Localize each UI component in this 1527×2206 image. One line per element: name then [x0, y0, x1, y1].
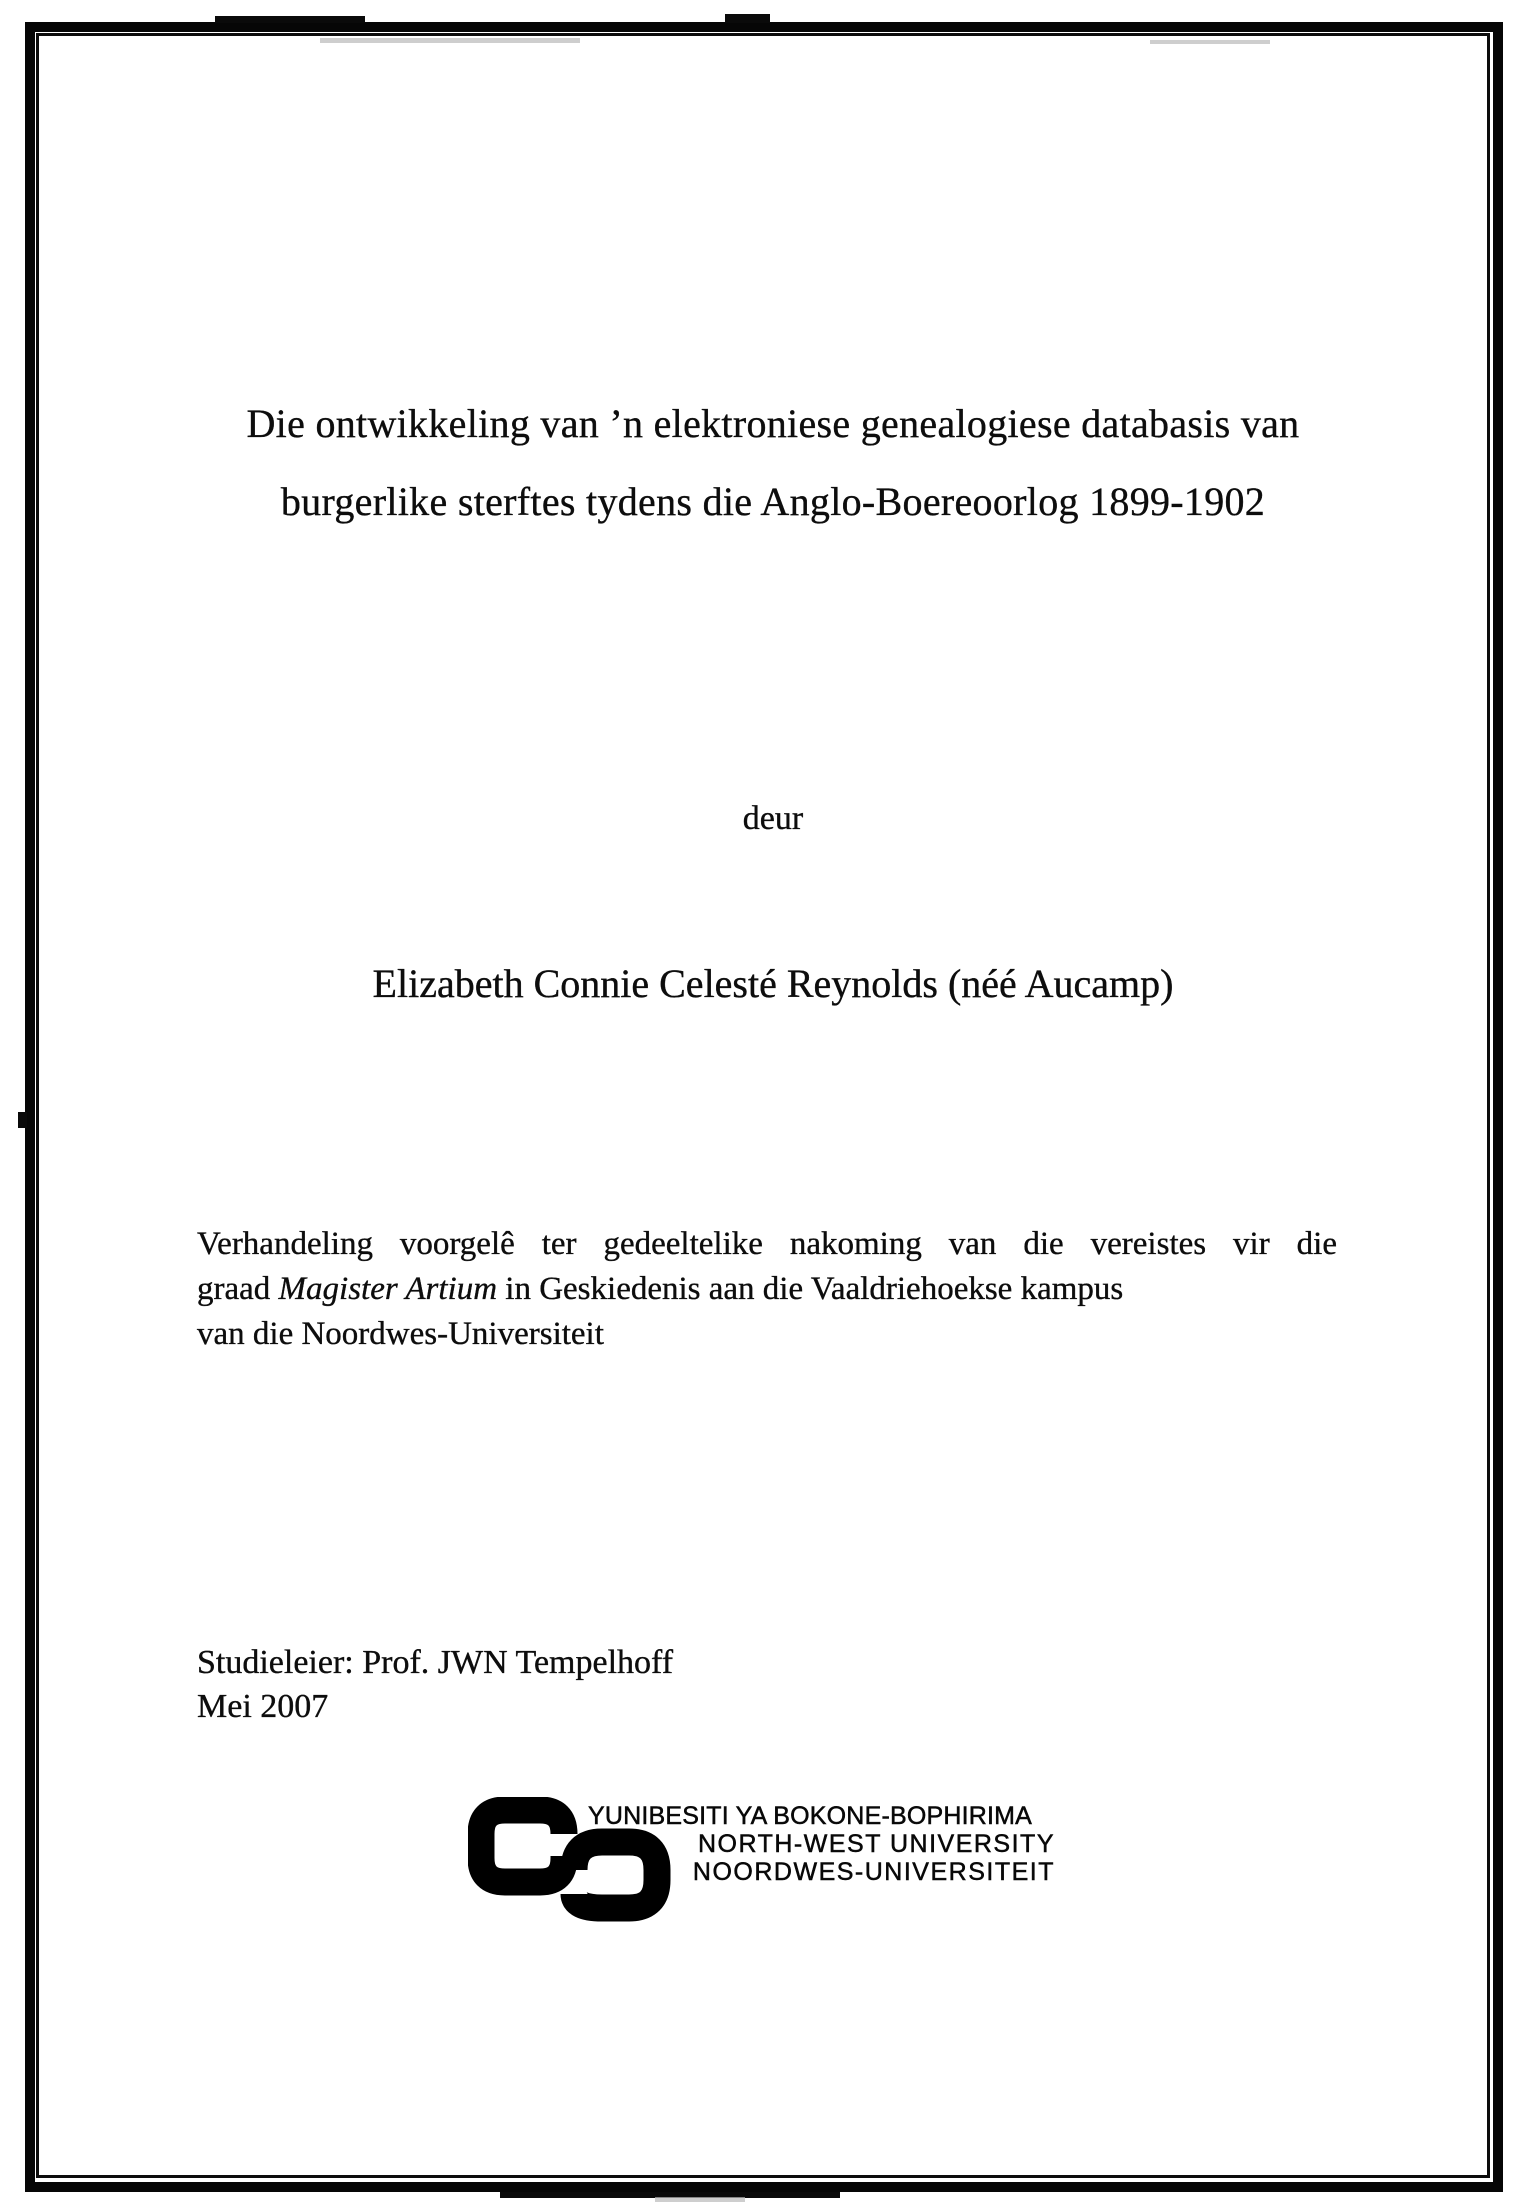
degree-statement-line-2-suffix: in Geskiedenis aan die Vaaldriehoekse kampus [497, 1271, 1124, 1307]
degree-statement [197, 1222, 1337, 1357]
scan-artifact [215, 16, 365, 23]
degree-statement-line-2-prefix: graad [197, 1271, 279, 1307]
byline-deur: deur [742, 800, 804, 837]
scan-artifact [320, 38, 580, 43]
scan-artifact [655, 2197, 745, 2202]
thesis-title-line-1: Die ontwikkeling van ’n elektroniese genealogiese databasis van [246, 401, 1300, 446]
degree-statement-line-3: van die Noordwes-Universiteit [197, 1316, 604, 1352]
logo-wordmark [588, 1802, 1055, 1886]
degree-statement-line-2 [197, 1267, 1337, 1312]
scan-artifact [18, 1112, 27, 1128]
thesis-title-line-2: burgerlike sterftes tydens die Anglo-Boereoorlog 1899-1902 [280, 479, 1266, 524]
logo-text-afrikaans: NOORDWES-UNIVERSITEIT [692, 1858, 1055, 1886]
date-line: Mei 2007 [197, 1688, 329, 1725]
logo-text-setswana: YUNIBESITI YA BOKONE-BOPHIRIMA [588, 1802, 1033, 1830]
scan-artifact [725, 14, 770, 23]
scan-artifact [1150, 40, 1270, 44]
supervisor-line: Studieleier: Prof. JWN Tempelhoff [197, 1644, 674, 1681]
logo-text-english: NORTH-WEST UNIVERSITY [698, 1830, 1055, 1858]
degree-statement-line-1: Verhandeling voorgelê ter gedeeltelike nakoming van die vereistes vir die [197, 1226, 1337, 1262]
degree-name-italic: Magister Artium [278, 1271, 498, 1307]
author-name: Elizabeth Connie Celesté Reynolds (néé Aucamp) [372, 961, 1174, 1006]
